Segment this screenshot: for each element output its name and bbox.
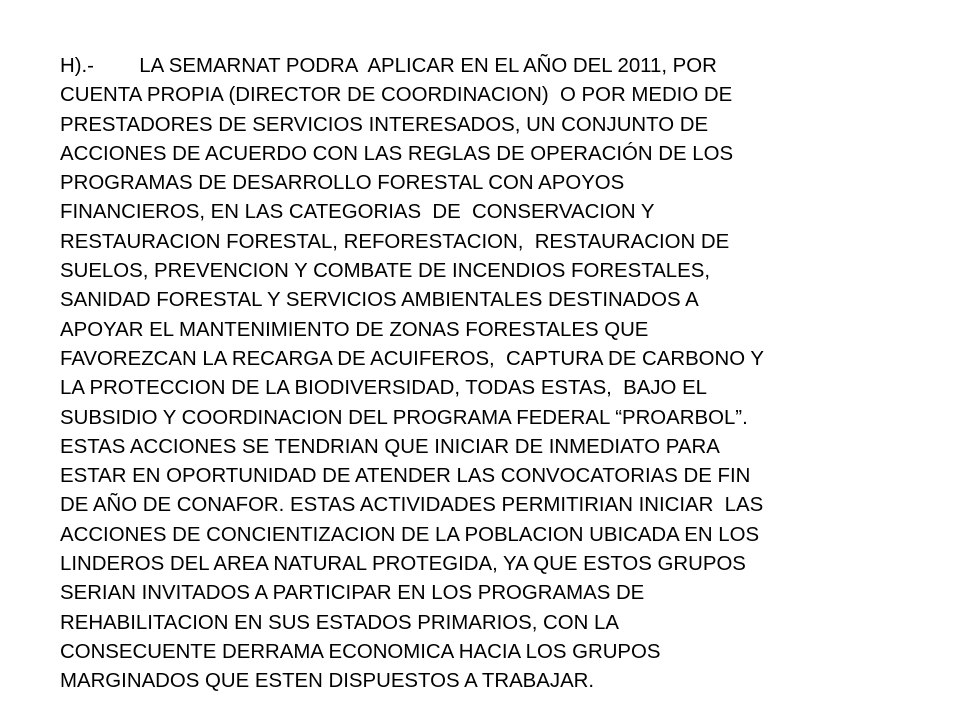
text-line: ACCIONES DE CONCIENTIZACION DE LA POBLACION UBICADA EN LOS: [60, 523, 760, 546]
text-line: LINDEROS DEL AREA NATURAL PROTEGIDA, YA QUE ESTOS GRUPOS: [60, 553, 746, 576]
text-line: RESTAURACION FORESTAL, REFORESTACION, RESTAURACION DE: [60, 230, 730, 253]
text-line: DE AÑO DE CONAFOR. ESTAS ACTIVIDADES PERMITIRIAN INICIAR LAS: [60, 494, 764, 517]
text-line: CUENTA PROPIA (DIRECTOR DE COORDINACION) O POR MEDIO DE: [60, 84, 733, 107]
text-line: PROGRAMAS DE DESARROLLO FORESTAL CON APOYOS: [60, 172, 625, 195]
text-line: APOYAR EL MANTENIMIENTO DE ZONAS FORESTALES QUE: [60, 318, 649, 341]
text-line: ESTAS ACCIONES SE TENDRIAN QUE INICIAR DE INMEDIATO PARA: [60, 435, 720, 458]
text-line: FINANCIEROS, EN LAS CATEGORIAS DE CONSERVACION Y: [60, 201, 655, 224]
text-line: PRESTADORES DE SERVICIOS INTERESADOS, UN CONJUNTO DE: [60, 113, 709, 136]
text-line: SUELOS, PREVENCION Y COMBATE DE INCENDIOS FORESTALES,: [60, 260, 710, 283]
text-line: H).- LA SEMARNAT PODRA APLICAR EN EL AÑO DEL 2011, POR: [60, 55, 717, 77]
text-line: FAVOREZCAN LA RECARGA DE ACUIFEROS, CAPTURA DE CARBONO Y: [60, 347, 765, 370]
text-line: ESTAR EN OPORTUNIDAD DE ATENDER LAS CONVOCATORIAS DE FIN: [60, 465, 751, 488]
text-line: REHABILITACION EN SUS ESTADOS PRIMARIOS, CON LA: [60, 611, 619, 634]
text-line: MARGINADOS QUE ESTEN DISPUESTOS A TRABAJAR.: [60, 670, 595, 693]
body-text-block: [60, 52, 910, 697]
text-line: LA PROTECCION DE LA BIODIVERSIDAD, TODAS ESTAS, BAJO EL: [60, 377, 708, 400]
text-line: SERIAN INVITADOS A PARTICIPAR EN LOS PROGRAMAS DE: [60, 582, 645, 605]
text-line: CONSECUENTE DERRAMA ECONOMICA HACIA LOS GRUPOS: [60, 640, 661, 663]
text-line: ACCIONES DE ACUERDO CON LAS REGLAS DE OPERACIÓN DE LOS: [60, 142, 734, 165]
text-line: SUBSIDIO Y COORDINACION DEL PROGRAMA FEDERAL “PROARBOL”.: [60, 406, 748, 429]
text-line: SANIDAD FORESTAL Y SERVICIOS AMBIENTALES DESTINADOS A: [60, 289, 699, 312]
